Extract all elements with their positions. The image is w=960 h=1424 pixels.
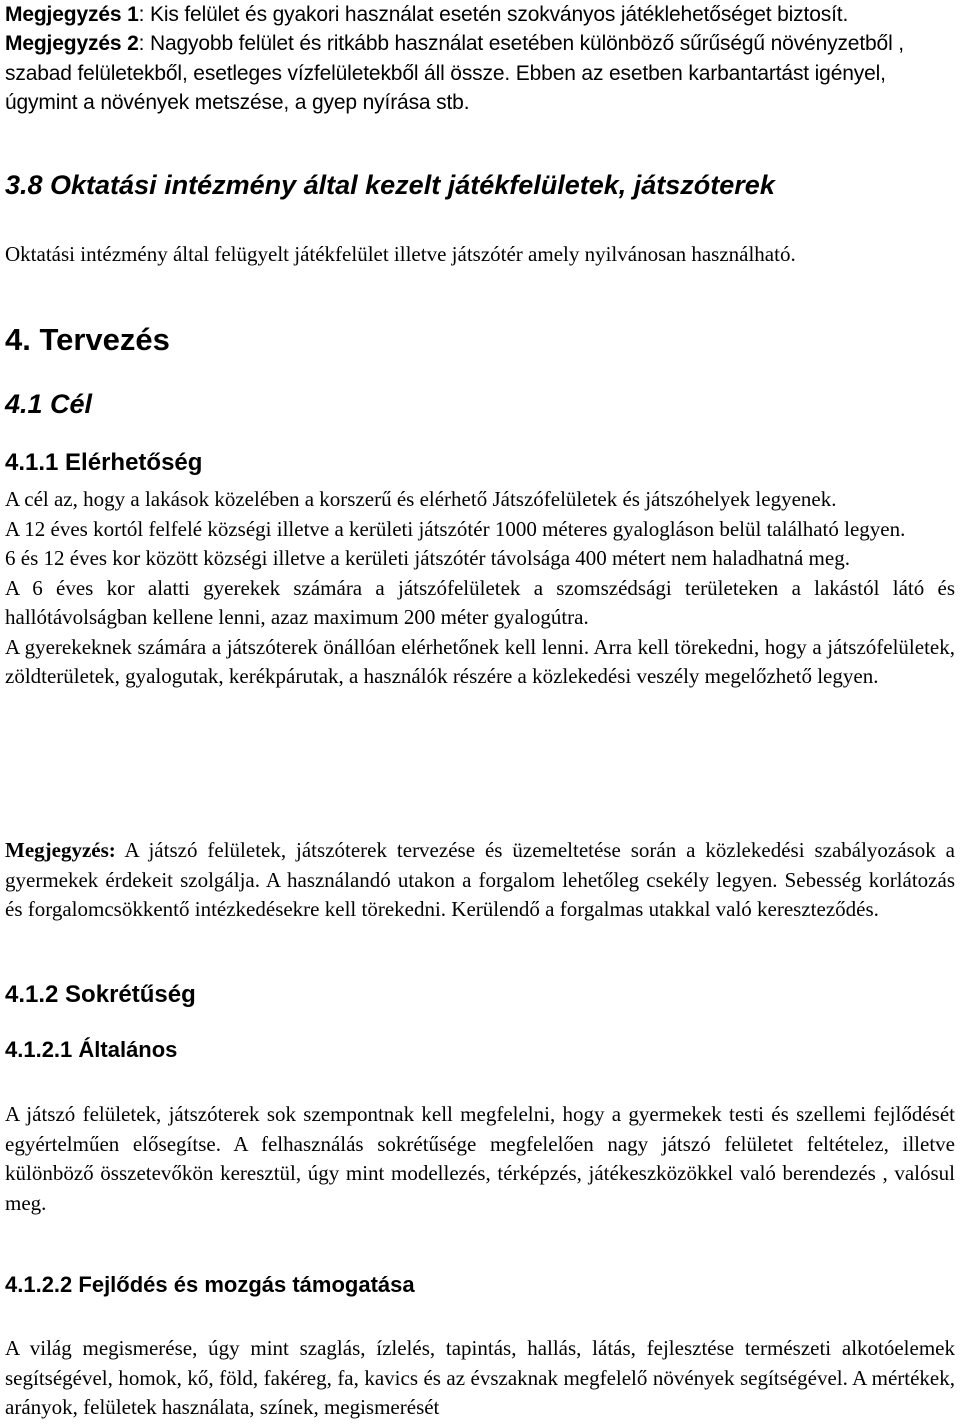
heading-4-1-2: 4.1.2 Sokrétűség (5, 981, 196, 1008)
section-4-1-1-note (5, 836, 955, 925)
note-text: A játszó felületek, játszóterek tervezése és üzemeltetése során a közlekedési szabályozások a gyermekek érdekeit szolgálja. A használandó utakon a forgalom lehetőleg csekély legyen. Sebesség korlátozás és forgalomcsökkentő intézkedésekre kell törekedni. Kerülendő a forgalmas utakkal való kereszteződés. (5, 838, 955, 921)
heading-4: 4. Tervezés (5, 322, 170, 357)
note-2-text: : Nagyobb felület és ritkább használat esetében különböző sűrűségű növényzetből , szabad felületekből, esetleges vízfelületekből áll össze. Ebben az esetben karbantartást igényel, úgymint a növények metszése, a gyep nyírása stb. (5, 32, 904, 114)
section-4-1-2-2-text: A világ megismerése, úgy mint szaglás, ízlelés, tapintás, hallás, látás, fejlesztése természeti alkotóelemek segítségével, homok, kő, föld, fakéreg, fa, kavics és az évszaknak megfelelő növények segítségével. A mértékek, arányok, felületek használata, színek, megismerését (5, 1336, 955, 1419)
section-4-1-1-body (5, 485, 955, 692)
paragraph: 6 és 12 éves kor között községi illetve a kerületi játszótér távolsága 400 métert nem haladhatná meg. (5, 546, 850, 570)
note-2-label: Megjegyzés 2 (5, 32, 139, 55)
paragraph: A cél az, hogy a lakások közelében a korszerű és elérhető Játszófelületek és játszóhelyek legyenek. (5, 487, 837, 511)
paragraph: A gyerekeknek számára a játszóterek önállóan elérhetőnek kell lenni. Arra kell törekedni, hogy a játszófelületek, zöldterületek, gyalogutak, kerékpárutak, a használók részére a közlekedési veszély megelőzhető legyen. (5, 634, 955, 688)
note-1 (5, 0, 955, 30)
note-1-text: : Kis felület és gyakori használat esetén szokványos játéklehetőséget biztosít. (138, 3, 849, 26)
section-4-1-2-1-text: A játszó felületek, játszóterek sok szempontnak kell megfelelni, hogy a gyermekek testi és szellemi fejlődését egyértelműen elősegítse. A felhasználás sokrétűsége megfelelően nagy játszó felületet feltételez, illetve különböző összetevőkön keresztül, úgy mint modellezés, térképzés, játékeszközökkel való berendezés , valósul meg. (5, 1102, 955, 1215)
note-1-label: Megjegyzés 1 (5, 3, 139, 26)
heading-4-1-2-1: 4.1.2.1 Általános (5, 1037, 178, 1062)
note-label: Megjegyzés: (5, 838, 116, 862)
paragraph: A 6 éves kor alatti gyerekek számára a játszófelületek a szomszédsági területeken a lakástól látó és hallótávolságban kellene lenni, azaz maximum 200 méter gyalogútra. (5, 575, 955, 629)
heading-4-1-1: 4.1.1 Elérhetőség (5, 449, 203, 476)
note-2 (5, 29, 955, 118)
section-3-8-text: Oktatási intézmény által felügyelt játékfelület illetve játszótér amely nyilvánosan használható. (5, 242, 796, 266)
paragraph: A 12 éves kortól felfelé községi illetve a kerületi játszótér 1000 méteres gyalogláson belül található legyen. (5, 516, 906, 541)
heading-3-8: 3.8 Oktatási intézmény által kezelt játékfelületek, játszóterek (5, 170, 775, 200)
heading-4-1: 4.1 Cél (5, 389, 93, 419)
heading-4-1-2-2: 4.1.2.2 Fejlődés és mozgás támogatása (5, 1272, 415, 1297)
